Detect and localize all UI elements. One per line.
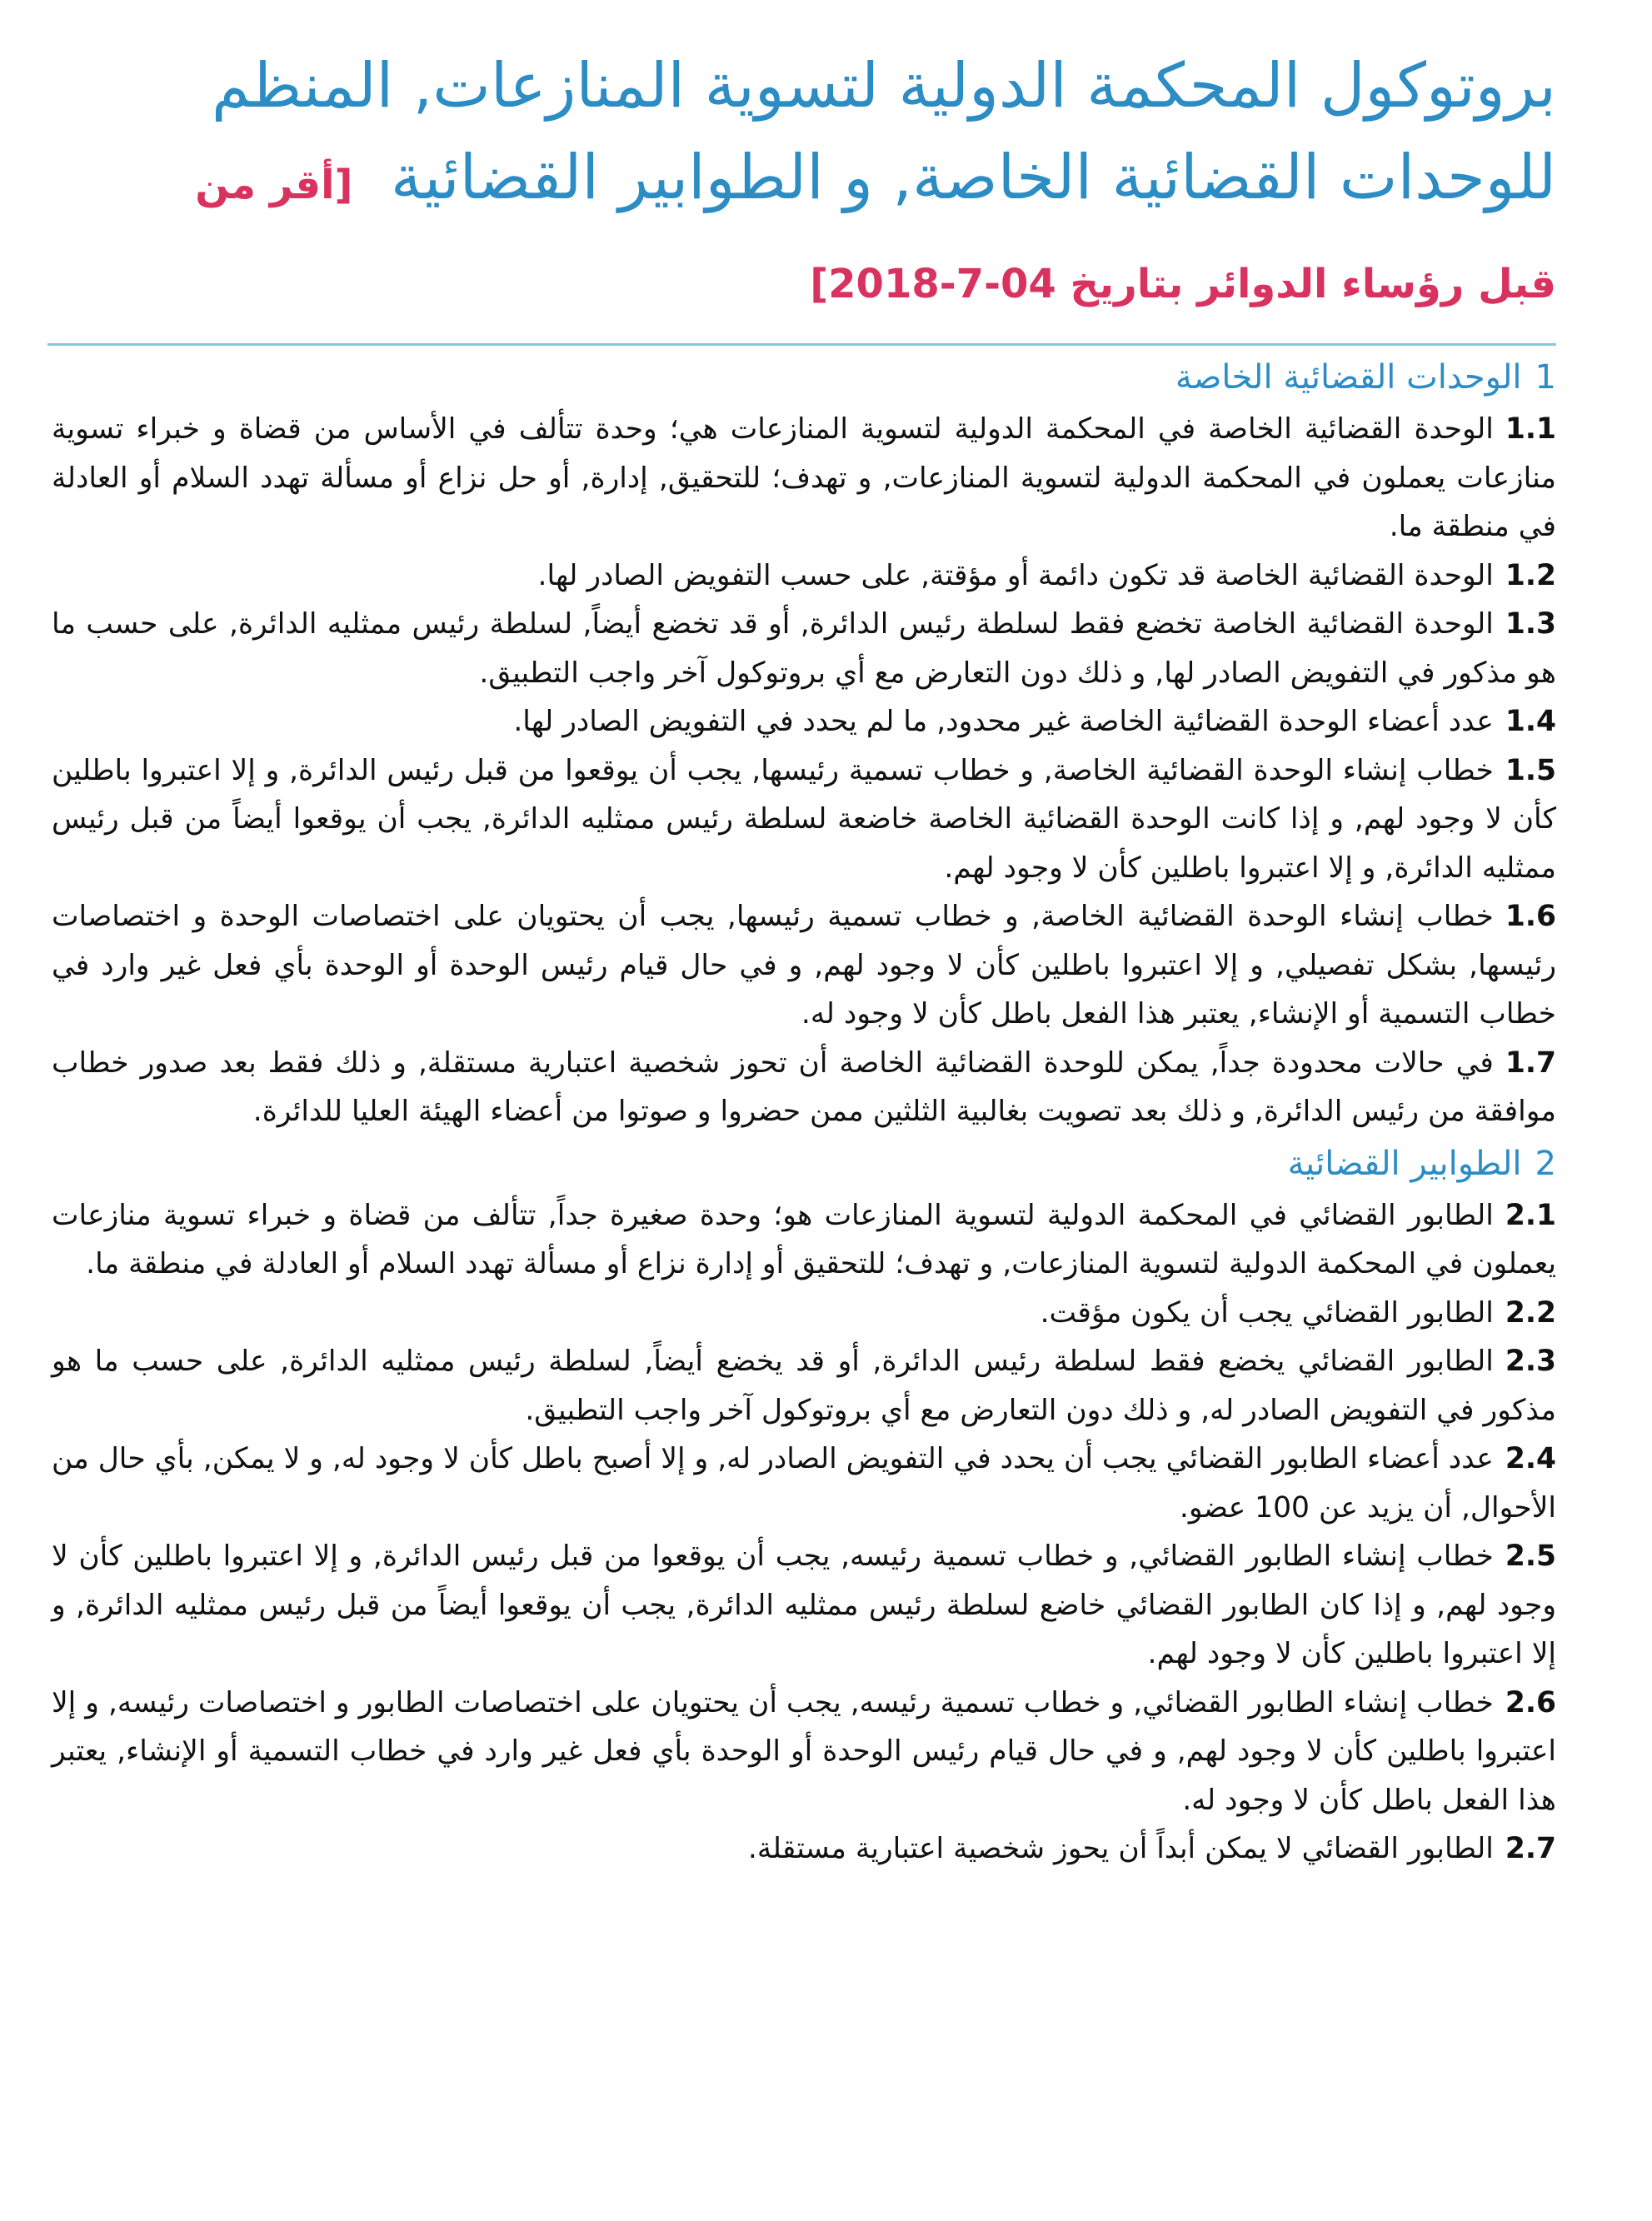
paragraph-1-2 <box>52 552 1556 601</box>
paragraph-text: خطاب إنشاء الوحدة القضائية الخاصة, و خطاب تسمية رئيسها, يجب أن يحتويان على اختصاصات الوحدة و اختصاصات رئيسها, بشكل تفصيلي, و إلا اعتبروا باطلين كأن لا وجود لهم, و في حال قيام رئيس الوحدة أو الوحدة بأي فعل غير وارد في خطاب التسمية أو الإنشاء, يعتبر هذا الفعل باطل كأن لا وجود له. <box>52 900 1556 1031</box>
paragraph-1-1 <box>52 405 1556 552</box>
paragraph-text: عدد أعضاء الوحدة القضائية الخاصة غير محدود, ما لم يحدد في التفويض الصادر لها. <box>513 705 1494 738</box>
section-judicial-queues <box>52 1136 1556 1874</box>
paragraph-text: عدد أعضاء الطابور القضائي يجب أن يحدد في التفويض الصادر له, و إلا أصبح باطل كأن لا وجود له, و لا يمكن, بأي حال من الأحوال, أن يزيد عن 100 عضو. <box>52 1442 1556 1525</box>
title-divider <box>47 343 1556 346</box>
paragraph-number: 1.7 <box>1505 1046 1556 1080</box>
paragraph-number: 1.5 <box>1505 753 1556 787</box>
paragraph-number: 2.3 <box>1505 1345 1556 1378</box>
paragraph-number: 1.6 <box>1505 900 1556 933</box>
paragraph-text: في حالات محدودة جداً, يمكن للوحدة القضائية الخاصة أن تحوز شخصية اعتبارية مستقلة, و ذلك فقط بعد صدور خطاب موافقة من رئيس الدائرة, و ذلك بعد تصويت بغالبية الثلثين ممن حضروا و صوتوا من أعضاء الهيئة العليا للدائرة. <box>52 1046 1556 1128</box>
document-title <box>123 40 1556 330</box>
paragraph-number: 1.1 <box>1505 412 1556 446</box>
paragraph-1-7 <box>52 1039 1556 1136</box>
paragraph-number: 1.3 <box>1505 607 1556 641</box>
document-body <box>52 350 1556 1874</box>
paragraph-2-6 <box>52 1679 1556 1825</box>
paragraph-2-5 <box>52 1532 1556 1679</box>
paragraph-text: خطاب إنشاء الطابور القضائي, و خطاب تسمية رئيسه, يجب أن يوقعوا من قبل رئيس الدائرة, و إلا اعتبروا باطلين كأن لا وجود لهم, و إذا كان الطابور القضائي خاضع لسلطة رئيس ممثليه الدائرة, يجب أن يوقعوا أيضاً من قبل رئيس ممثليه الدائرة, و إلا اعتبروا باطلين كأن لا وجود لهم. <box>52 1540 1556 1670</box>
paragraph-2-3 <box>52 1337 1556 1435</box>
paragraph-text: الطابور القضائي لا يمكن أبداً أن يحوز شخصية اعتبارية مستقلة. <box>747 1832 1494 1865</box>
paragraph-number: 2.6 <box>1505 1685 1556 1719</box>
paragraph-text: الوحدة القضائية الخاصة قد تكون دائمة أو مؤقتة, على حسب التفويض الصادر لها. <box>537 558 1494 592</box>
section-heading <box>52 350 1556 405</box>
paragraph-2-2 <box>52 1289 1556 1338</box>
section-title: الوحدات القضائية الخاصة <box>1175 358 1522 397</box>
approval-note: [أقر من قبل رؤساء الدوائر بتاريخ 04-7-2018] <box>195 162 1556 307</box>
section-title: الطوابير القضائية <box>1287 1144 1522 1183</box>
paragraph-2-4 <box>52 1435 1556 1532</box>
paragraph-number: 2.2 <box>1505 1295 1556 1330</box>
paragraph-text: الطابور القضائي يخضع فقط لسلطة رئيس الدائرة, أو قد يخضع أيضاً, لسلطة رئيس ممثليه الدائرة, على حسب ما هو مذكور في التفويض الصادر له, و ذلك دون التعارض مع أي بروتوكول آخر واجب التطبيق. <box>52 1345 1556 1427</box>
paragraph-text: خطاب إنشاء الوحدة القضائية الخاصة, و خطاب تسمية رئيسها, يجب أن يوقعوا من قبل رئيس الدائرة, و إلا اعتبروا باطلين كأن لا وجود لهم, و إذا كانت الوحدة القضائية الخاصة خاضعة لسلطة رئيس ممثليه الدائرة, يجب أن يوقعوا أيضاً من قبل رئيس ممثليه الدائرة, و إلا اعتبروا باطلين كأن لا وجود لهم. <box>52 753 1556 885</box>
paragraph-number: 2.1 <box>1505 1198 1556 1232</box>
section-number: 1 <box>1535 358 1556 397</box>
paragraph-text: خطاب إنشاء الطابور القضائي, و خطاب تسمية رئيسه, يجب أن يحتويان على اختصاصات الطابور و اختصاصات رئيسه, و إلا اعتبروا باطلين كأن لا وجود لهم, و في حال قيام رئيس الوحدة أو الوحدة بأي فعل غير وارد في خطاب التسمية أو الإنشاء, يعتبر هذا الفعل باطل كأن لا وجود له. <box>52 1685 1556 1817</box>
paragraph-number: 2.5 <box>1505 1540 1556 1573</box>
paragraph-1-3 <box>52 600 1556 697</box>
paragraph-number: 1.2 <box>1505 558 1556 592</box>
paragraph-number: 2.4 <box>1505 1442 1556 1475</box>
section-special-judicial-units <box>52 350 1556 1136</box>
paragraph-text: الطابور القضائي في المحكمة الدولية لتسوية المنازعات هو؛ وحدة صغيرة جداً, تتألف من قضاة و خبراء تسوية منازعات يعملون في المحكمة الدولية لتسوية المنازعات, و تهدف؛ للتحقيق أو إدارة نزاع أو مسألة تهدد السلام أو العادلة في منطقة ما. <box>52 1198 1556 1280</box>
document-title-text: بروتوكول المحكمة الدولية لتسوية المنازعات, المنظم للوحدات القضائية الخاصة, و الطوابير القضائية <box>212 50 1556 213</box>
paragraph-number: 2.7 <box>1505 1832 1556 1865</box>
section-number: 2 <box>1535 1144 1556 1183</box>
paragraph-1-5 <box>52 746 1556 893</box>
paragraph-text: الوحدة القضائية الخاصة تخضع فقط لسلطة رئيس الدائرة, أو قد تخضع أيضاً, لسلطة رئيس ممثليه الدائرة, على حسب ما هو مذكور في التفويض الصادر لها, و ذلك دون التعارض مع أي بروتوكول آخر واجب التطبيق. <box>52 607 1556 690</box>
paragraph-number: 1.4 <box>1505 705 1556 738</box>
section-heading <box>52 1136 1556 1191</box>
paragraph-1-6 <box>52 892 1556 1039</box>
paragraph-text: الطابور القضائي يجب أن يكون مؤقت. <box>1040 1295 1494 1330</box>
paragraph-text: الوحدة القضائية الخاصة في المحكمة الدولية لتسوية المنازعات هي؛ وحدة تتألف في الأساس من قضاة و خبراء تسوية منازعات يعملون في المحكمة الدولية لتسوية المنازعات, و تهدف؛ للتحقيق, إدارة, أو حل نزاع أو مسألة تهدد السلام أو العادلة في منطقة ما. <box>52 412 1556 543</box>
paragraph-1-4 <box>52 697 1556 746</box>
paragraph-2-1 <box>52 1191 1556 1289</box>
paragraph-2-7 <box>52 1824 1556 1874</box>
